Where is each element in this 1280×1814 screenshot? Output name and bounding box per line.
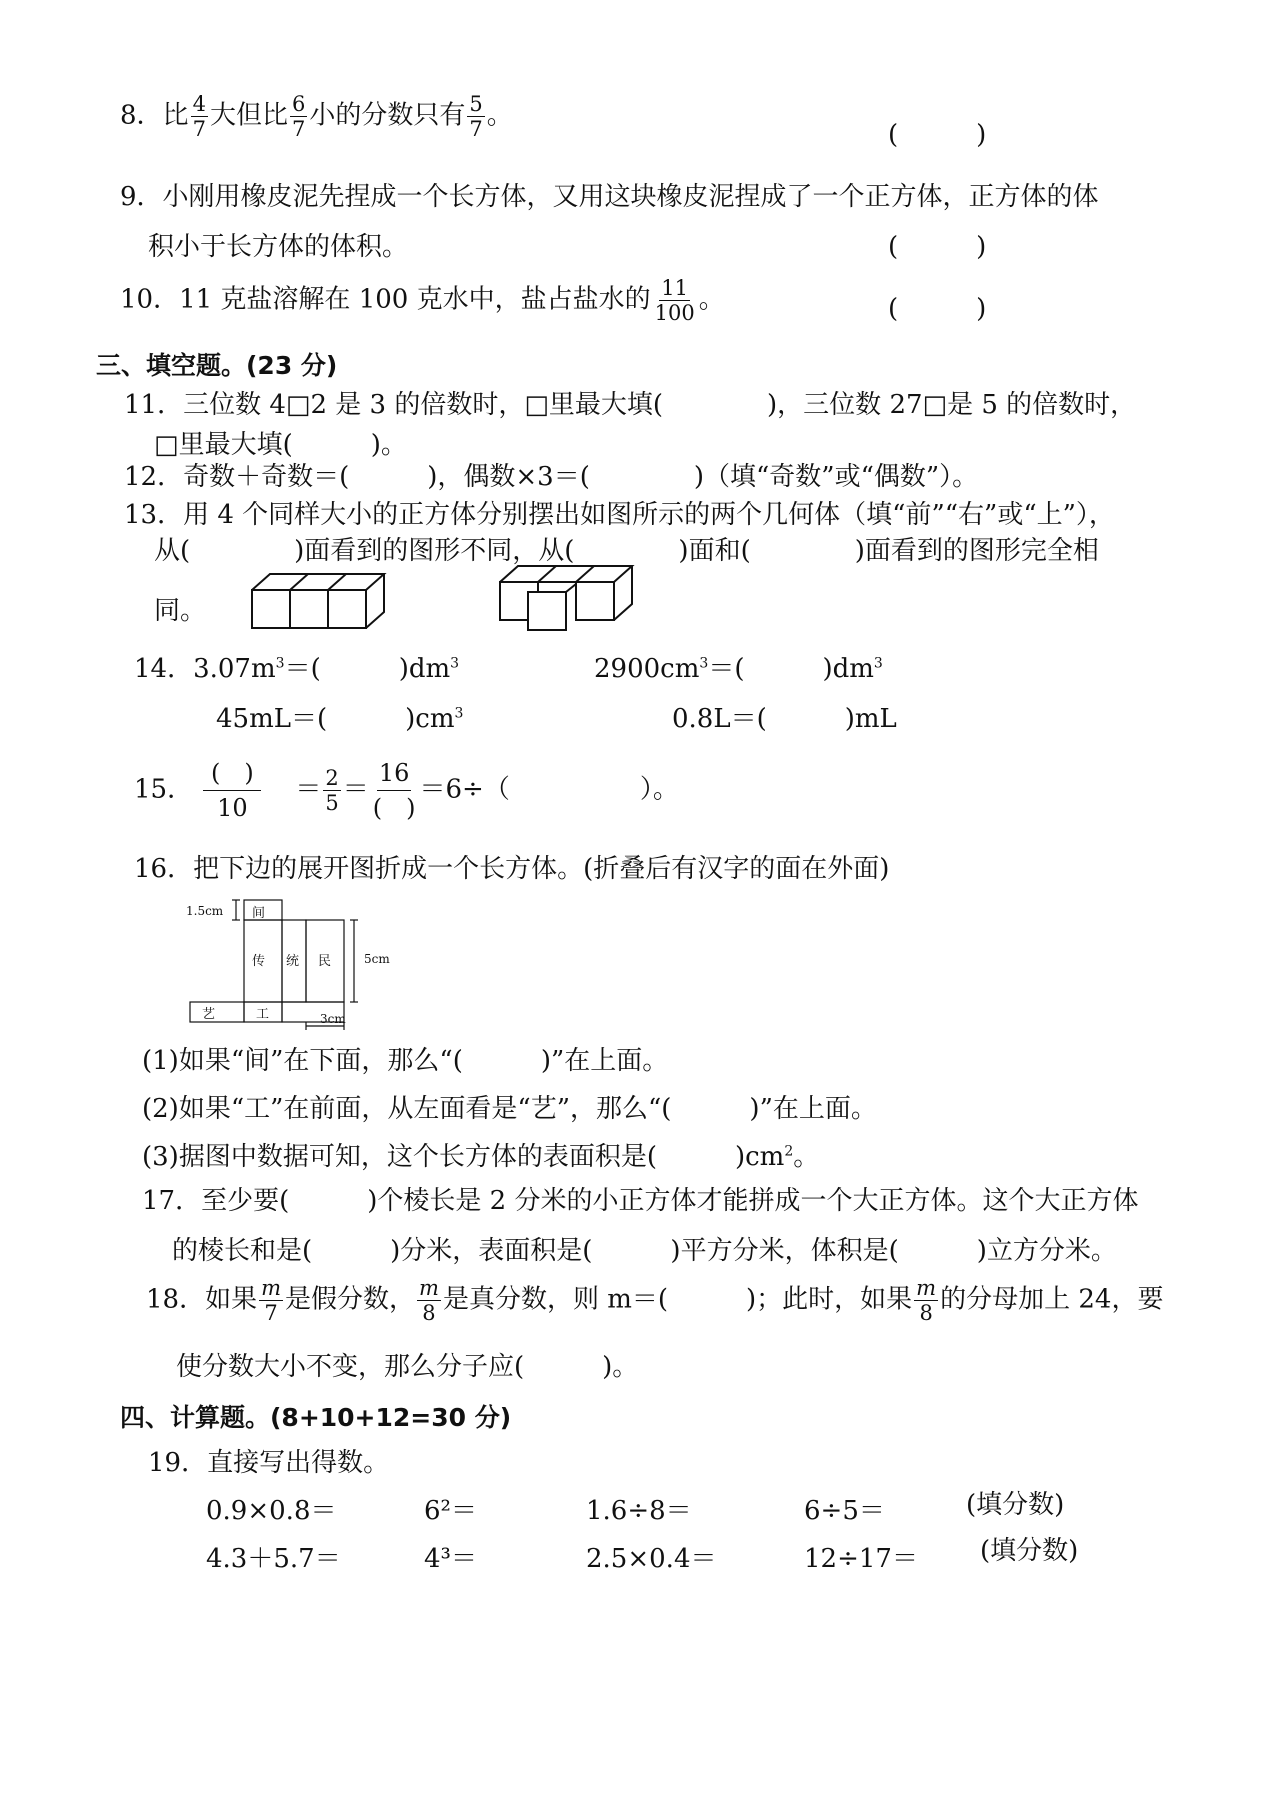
question-15 <box>134 756 679 825</box>
numerator: 2 <box>325 766 339 790</box>
superscript: 3 <box>873 655 883 672</box>
denominator-blank[interactable]: ( ) <box>372 794 416 822</box>
q16-sub-3-text: (3)据图中数据可知，这个长方体的表面积是( )cm <box>142 1142 785 1172</box>
calc-item: 1.6÷8＝ <box>586 1496 692 1526</box>
q14-c-text: 45mL＝( )cm <box>216 704 455 734</box>
fraction-m-8 <box>914 1276 938 1325</box>
q10-text: 。 <box>698 284 725 315</box>
equals: ＝ <box>295 774 322 805</box>
q8-text: 比 <box>162 100 189 131</box>
calc-item: 4³＝ <box>424 1544 477 1574</box>
denominator: 7 <box>192 117 206 141</box>
q13-line3: 同。 <box>154 596 207 626</box>
section-4-heading: 四、计算题。(8+10+12=30 分) <box>120 1403 512 1432</box>
numerator: m <box>916 1276 937 1300</box>
q16-title: 16．把下边的展开图折成一个长方体。(折叠后有汉字的面在外面) <box>134 854 890 884</box>
q8-answer-paren[interactable]: ( ) <box>888 120 987 150</box>
q16-sub-1: (1)如果“间”在下面，那么“( )”在上面。 <box>142 1046 669 1076</box>
q15-text: ＝6÷（ ）。 <box>419 774 679 805</box>
q19-title: 19．直接写出得数。 <box>148 1448 390 1478</box>
superscript: 3 <box>275 655 285 672</box>
q10-answer-paren[interactable]: ( ) <box>888 294 987 324</box>
superscript: 2 <box>784 1143 794 1160</box>
calc-item: 12÷17＝ <box>804 1544 918 1574</box>
calc-note: (填分数) <box>966 1490 1065 1520</box>
fraction-m-8 <box>417 1276 441 1325</box>
q15-number: 15． <box>134 774 194 805</box>
question-8 <box>120 92 513 141</box>
calc-item: 2.5×0.4＝ <box>586 1544 717 1574</box>
calc-note: (填分数) <box>980 1536 1079 1566</box>
q8-text: 。 <box>486 100 513 131</box>
numerator: 16 <box>377 756 412 791</box>
fraction-6-7 <box>290 92 307 141</box>
q18-line1 <box>146 1276 1163 1325</box>
q16-sub-3 <box>142 1136 819 1173</box>
q18-text: 是假分数， <box>285 1284 416 1315</box>
q14-a-text: 14．3.07m <box>134 654 276 684</box>
cube-figure-2 <box>498 560 638 632</box>
fraction-2-5 <box>323 766 340 815</box>
superscript: 3 <box>450 655 460 672</box>
q14-b-text: ＝( )dm <box>708 654 874 684</box>
denominator: 100 <box>654 301 695 325</box>
fraction-16-blank <box>371 756 418 825</box>
q9-line2: 积小于长方体的体积。 <box>148 232 409 262</box>
q14-item-d: 0.8L＝( )mL <box>672 704 897 734</box>
net-label-yi: 艺 <box>202 1007 216 1022</box>
q18-text: 是真分数，则 m＝( )；此时，如果 <box>442 1284 913 1315</box>
denominator: 10 <box>217 794 248 822</box>
q11-line2: □里最大填( )。 <box>154 430 407 460</box>
denominator: 7 <box>264 1301 278 1325</box>
equals: ＝ <box>342 774 369 805</box>
q16-sub-2: (2)如果“工”在前面，从左面看是“艺”，那么“( )”在上面。 <box>142 1094 877 1124</box>
net-label-min: 民 <box>318 954 332 969</box>
numerator-blank[interactable]: ( ) <box>203 756 261 791</box>
calc-item: 6÷5＝ <box>804 1496 885 1526</box>
q11-line1: 11．三位数 4□2 是 3 的倍数时，□里最大填( )，三位数 27□是 5 的倍数时， <box>124 390 1137 420</box>
calc-item: 4.3＋5.7＝ <box>206 1544 341 1574</box>
numerator: 5 <box>469 92 483 116</box>
fraction-11-100 <box>653 276 697 325</box>
q14-item-a <box>134 648 459 685</box>
question-12: 12．奇数＋奇数＝( )，偶数×3＝( )（填“奇数”或“偶数”）。 <box>124 462 979 492</box>
denominator: 8 <box>422 1301 436 1325</box>
q16-sub-3-text: 。 <box>793 1142 820 1172</box>
fraction-m-7 <box>259 1276 283 1325</box>
question-10 <box>120 276 725 325</box>
q13-line2: 从( )面看到的图形不同，从( )面和( )面看到的图形完全相 <box>154 536 1099 566</box>
q18-line2: 使分数大小不变，那么分子应( )。 <box>176 1352 639 1382</box>
denominator: 7 <box>469 117 483 141</box>
superscript: 3 <box>699 655 709 672</box>
q17-line1: 17．至少要( )个棱长是 2 分米的小正方体才能拼成一个大正方体。这个大正方体 <box>142 1186 1139 1216</box>
q8-text: 小的分数只有 <box>309 100 466 131</box>
numerator: 6 <box>291 92 306 116</box>
q8-text: 大但比 <box>209 100 288 131</box>
denominator: 7 <box>291 117 306 141</box>
q18-text: 的分母加上 24，要 <box>940 1284 1164 1315</box>
q10-text: 10．11 克盐溶解在 100 克水中，盐占盐水的 <box>120 284 651 315</box>
fraction-5-7 <box>467 92 484 141</box>
calc-item: 6²＝ <box>424 1496 477 1526</box>
q18-text: 18．如果 <box>146 1284 258 1315</box>
net-label-tong: 统 <box>286 954 300 969</box>
net-dimension-5cm: 5cm <box>364 952 390 966</box>
net-dimension-1-5cm: 1.5cm <box>186 904 224 918</box>
q14-a-text: ＝( )dm <box>284 654 451 684</box>
q14-b-text: 2900cm <box>594 654 700 684</box>
q14-item-c <box>216 698 463 735</box>
numerator: 11 <box>661 276 688 300</box>
superscript: 3 <box>454 705 464 722</box>
numerator: m <box>419 1276 439 1300</box>
numerator: m <box>261 1276 282 1300</box>
calc-item: 0.9×0.8＝ <box>206 1496 337 1526</box>
denominator: 5 <box>325 791 339 815</box>
net-label-gong: 工 <box>256 1007 270 1022</box>
q9-answer-paren[interactable]: ( ) <box>888 232 987 262</box>
fraction-blank-10 <box>203 756 261 825</box>
net-label-chuan: 传 <box>252 954 266 969</box>
q13-line1: 13．用 4 个同样大小的正方体分别摆出如图所示的两个几何体（填“前”“右”或“上”）， <box>124 500 1115 530</box>
q14-item-b <box>594 648 883 685</box>
q8-number: 8． <box>120 100 163 131</box>
cube-figure-1 <box>250 570 390 632</box>
q17-line2: 的棱长和是( )分米，表面积是( )平方分米，体积是( )立方分米。 <box>172 1236 1117 1266</box>
denominator: 8 <box>919 1301 933 1325</box>
fraction-4-7 <box>191 92 208 141</box>
net-dimension-3cm: 3cm <box>320 1012 346 1026</box>
numerator: 4 <box>192 92 206 116</box>
net-label-jian: 间 <box>252 906 266 921</box>
q9-line1: 9．小刚用橡皮泥先捏成一个长方体，又用这块橡皮泥捏成了一个正方体，正方体的体 <box>120 182 1099 212</box>
section-3-heading: 三、填空题。(23 分) <box>96 351 338 380</box>
